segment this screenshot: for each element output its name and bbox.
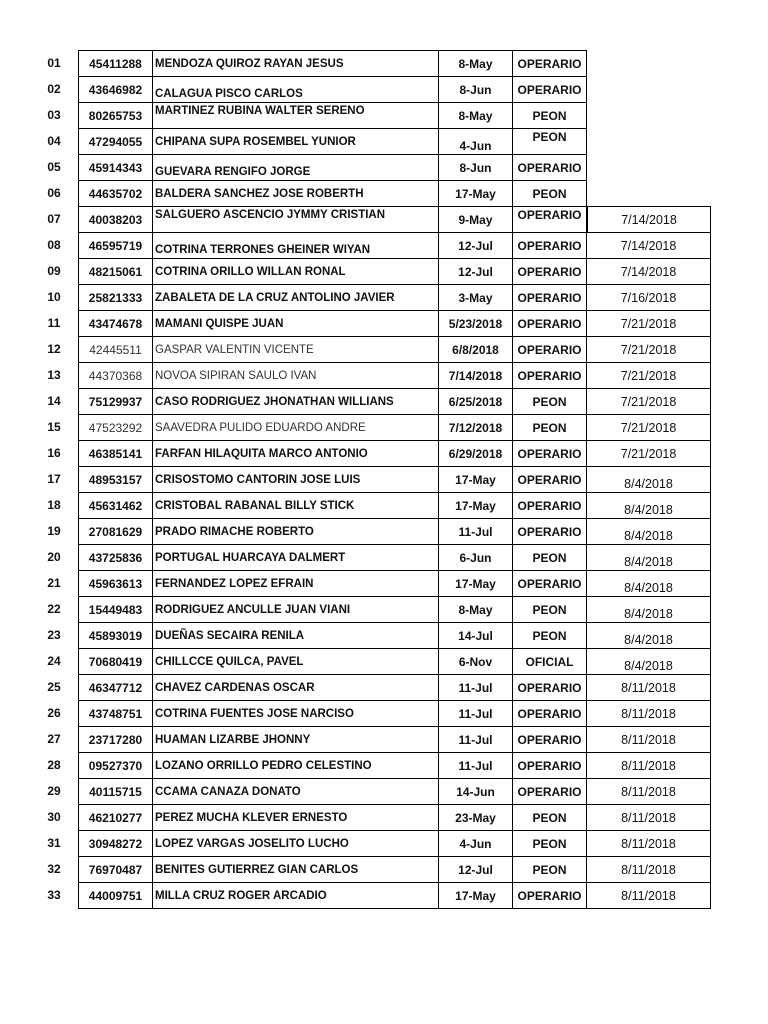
end-date-cell: 8/4/2018 [587, 570, 711, 596]
dni-cell: 46385141 [78, 440, 152, 466]
end-date-cell: 8/11/2018 [587, 752, 711, 778]
role-cell: PEON [512, 388, 587, 414]
row-index: 05 [47, 160, 61, 174]
dni-cell: 30948272 [78, 830, 152, 856]
table-row [0, 180, 768, 206]
dni-cell: 70680419 [78, 648, 152, 674]
end-date-cell: 8/4/2018 [587, 492, 711, 518]
end-date-cell: 8/11/2018 [587, 674, 711, 700]
table-row [0, 830, 768, 856]
table-row [0, 414, 768, 440]
row-index: 25 [47, 680, 61, 694]
start-date-cell: 12-Jul [438, 258, 512, 284]
employee-name-cell: GASPAR VALENTIN VICENTE [152, 336, 438, 362]
start-date-cell: 6/8/2018 [438, 336, 512, 362]
start-date-cell: 8-Jun [438, 154, 512, 180]
role-cell: OPERARIO [512, 726, 587, 752]
dni-cell: 43646982 [78, 76, 152, 102]
role-cell: PEON [512, 544, 587, 570]
end-date-cell: 8/4/2018 [587, 596, 711, 622]
row-index: 10 [47, 290, 61, 304]
role-cell: OPERARIO [512, 466, 587, 492]
role-cell: OPERARIO [512, 882, 587, 908]
end-date-cell: 8/4/2018 [587, 648, 711, 674]
role-cell: OPERARIO [512, 336, 587, 362]
start-date-cell: 8-May [438, 102, 512, 128]
role-cell: OFICIAL [512, 648, 587, 674]
dni-cell: 15449483 [78, 596, 152, 622]
dni-cell: 48215061 [78, 258, 152, 284]
row-index: 08 [47, 238, 61, 252]
dni-cell: 45631462 [78, 492, 152, 518]
employee-name-cell: CRISOSTOMO CANTORIN JOSE LUIS [152, 466, 438, 492]
employee-name-cell: DUEÑAS SECAIRA RENILA [152, 622, 438, 648]
dni-cell: 44635702 [78, 180, 152, 206]
row-index: 03 [47, 108, 61, 122]
end-date-cell: 7/21/2018 [587, 310, 711, 336]
row-index: 33 [47, 888, 61, 902]
start-date-cell: 11-Jul [438, 518, 512, 544]
employee-name-cell: MILLA CRUZ ROGER ARCADIO [152, 882, 438, 908]
table-row [0, 544, 768, 570]
table-row [0, 882, 768, 908]
employee-name-cell: CALAGUA PISCO CARLOS [152, 76, 438, 102]
end-date-cell: 7/14/2018 [587, 258, 711, 284]
employee-name-cell: CCAMA CANAZA DONATO [152, 778, 438, 804]
end-date-cell [587, 154, 711, 180]
table-row [0, 752, 768, 778]
row-index: 02 [47, 82, 61, 96]
end-date-cell: 8/11/2018 [587, 700, 711, 726]
start-date-cell: 23-May [438, 804, 512, 830]
employee-name-cell: PORTUGAL HUARCAYA DALMERT [152, 544, 438, 570]
table-row [0, 648, 768, 674]
end-date-cell: 7/14/2018 [587, 206, 711, 232]
end-date-cell: 7/21/2018 [587, 362, 711, 388]
employee-name-cell: CHIPANA SUPA ROSEMBEL YUNIOR [152, 128, 438, 154]
end-date-cell: 8/4/2018 [587, 622, 711, 648]
role-cell: OPERARIO [512, 674, 587, 700]
dni-cell: 27081629 [78, 518, 152, 544]
start-date-cell: 3-May [438, 284, 512, 310]
table-row [0, 622, 768, 648]
row-index: 21 [47, 576, 61, 590]
role-cell: PEON [512, 414, 587, 440]
role-cell: PEON [512, 830, 587, 856]
role-cell: OPERARIO [512, 518, 587, 544]
role-cell: OPERARIO [512, 206, 587, 232]
role-cell: OPERARIO [512, 50, 587, 76]
dni-cell: 23717280 [78, 726, 152, 752]
row-index: 11 [47, 316, 61, 330]
start-date-cell: 17-May [438, 570, 512, 596]
start-date-cell: 11-Jul [438, 726, 512, 752]
employee-name-cell: CRISTOBAL RABANAL BILLY STICK [152, 492, 438, 518]
role-cell: PEON [512, 804, 587, 830]
row-index: 31 [47, 836, 61, 850]
end-date-cell: 7/16/2018 [587, 284, 711, 310]
start-date-cell: 8-May [438, 596, 512, 622]
start-date-cell: 11-Jul [438, 700, 512, 726]
role-cell: OPERARIO [512, 362, 587, 388]
row-index: 29 [47, 784, 61, 798]
row-index: 17 [47, 472, 61, 486]
role-cell: PEON [512, 622, 587, 648]
end-date-cell: 8/11/2018 [587, 778, 711, 804]
employee-name-cell: MAMANI QUISPE JUAN [152, 310, 438, 336]
end-date-cell [587, 128, 711, 154]
role-cell: OPERARIO [512, 310, 587, 336]
end-date-cell: 8/4/2018 [587, 466, 711, 492]
end-date-cell: 7/21/2018 [587, 440, 711, 466]
row-index: 26 [47, 706, 61, 720]
employee-name-cell: COTRINA TERRONES GHEINER WIYAN [152, 232, 438, 258]
role-cell: OPERARIO [512, 232, 587, 258]
employee-name-cell: MARTINEZ RUBINA WALTER SERENO [152, 102, 438, 128]
end-date-cell: 8/11/2018 [587, 830, 711, 856]
dni-cell: 75129937 [78, 388, 152, 414]
start-date-cell: 14-Jul [438, 622, 512, 648]
employee-name-cell: LOPEZ VARGAS JOSELITO LUCHO [152, 830, 438, 856]
table-row [0, 804, 768, 830]
start-date-cell: 11-Jul [438, 674, 512, 700]
employee-name-cell: CASO RODRIGUEZ JHONATHAN WILLIANS [152, 388, 438, 414]
end-date-cell [587, 76, 711, 102]
employee-name-cell: BENITES GUTIERREZ GIAN CARLOS [152, 856, 438, 882]
start-date-cell: 17-May [438, 882, 512, 908]
start-date-cell: 17-May [438, 466, 512, 492]
employee-name-cell: NOVOA SIPIRAN SAULO IVAN [152, 362, 438, 388]
table-row [0, 778, 768, 804]
row-index: 13 [47, 368, 61, 382]
start-date-cell: 11-Jul [438, 752, 512, 778]
row-index: 23 [47, 628, 61, 642]
dni-cell: 43748751 [78, 700, 152, 726]
role-cell: OPERARIO [512, 700, 587, 726]
table-row [0, 336, 768, 362]
dni-cell: 44370368 [78, 362, 152, 388]
employee-name-cell: COTRINA ORILLO WILLAN RONAL [152, 258, 438, 284]
dni-cell: 40115715 [78, 778, 152, 804]
row-index: 16 [47, 446, 61, 460]
start-date-cell: 6-Nov [438, 648, 512, 674]
row-index: 04 [47, 134, 61, 148]
row-index: 18 [47, 498, 61, 512]
row-index: 27 [47, 732, 61, 746]
employee-name-cell: HUAMAN LIZARBE JHONNY [152, 726, 438, 752]
table-row [0, 310, 768, 336]
dni-cell: 46347712 [78, 674, 152, 700]
row-index: 09 [47, 264, 61, 278]
table-row [0, 492, 768, 518]
row-index: 30 [47, 810, 61, 824]
start-date-cell: 12-Jul [438, 232, 512, 258]
dni-cell: 09527370 [78, 752, 152, 778]
role-cell: OPERARIO [512, 284, 587, 310]
end-date-cell: 8/4/2018 [587, 544, 711, 570]
dni-cell: 45914343 [78, 154, 152, 180]
dni-cell: 43474678 [78, 310, 152, 336]
start-date-cell: 12-Jul [438, 856, 512, 882]
role-cell: OPERARIO [512, 492, 587, 518]
start-date-cell: 4-Jun [438, 830, 512, 856]
employee-name-cell: RODRIGUEZ ANCULLE JUAN VIANI [152, 596, 438, 622]
employee-name-cell: PRADO RIMACHE ROBERTO [152, 518, 438, 544]
table-row [0, 206, 768, 232]
dni-cell: 44009751 [78, 882, 152, 908]
dni-cell: 40038203 [78, 206, 152, 232]
employee-name-cell: SALGUERO ASCENCIO JYMMY CRISTIAN [152, 206, 438, 232]
row-index: 19 [47, 524, 61, 538]
end-date-cell: 7/21/2018 [587, 336, 711, 362]
role-cell: OPERARIO [512, 76, 587, 102]
table-bottom-border [78, 908, 711, 909]
table-row [0, 596, 768, 622]
dni-cell: 47523292 [78, 414, 152, 440]
end-date-cell: 7/21/2018 [587, 414, 711, 440]
employee-name-cell: ZABALETA DE LA CRUZ ANTOLINO JAVIER [152, 284, 438, 310]
role-cell: PEON [512, 128, 587, 154]
table-row [0, 856, 768, 882]
start-date-cell: 8-Jun [438, 76, 512, 102]
dni-cell: 45963613 [78, 570, 152, 596]
table-row [0, 50, 768, 76]
start-date-cell: 9-May [438, 206, 512, 232]
role-cell: OPERARIO [512, 440, 587, 466]
employee-name-cell: FARFAN HILAQUITA MARCO ANTONIO [152, 440, 438, 466]
role-cell: OPERARIO [512, 752, 587, 778]
start-date-cell: 6-Jun [438, 544, 512, 570]
employee-name-cell: CHILLCCE QUILCA, PAVEL [152, 648, 438, 674]
end-date-cell: 7/21/2018 [587, 388, 711, 414]
dni-cell: 42445511 [78, 336, 152, 362]
employee-name-cell: COTRINA FUENTES JOSE NARCISO [152, 700, 438, 726]
employee-name-cell: LOZANO ORRILLO PEDRO CELESTINO [152, 752, 438, 778]
row-index: 20 [47, 550, 61, 564]
role-cell: OPERARIO [512, 778, 587, 804]
end-date-cell: 8/11/2018 [587, 882, 711, 908]
employee-name-cell: PEREZ MUCHA KLEVER ERNESTO [152, 804, 438, 830]
row-index: 28 [47, 758, 61, 772]
employee-name-cell: SAAVEDRA PULIDO EDUARDO ANDRE [152, 414, 438, 440]
employee-name-cell: FERNANDEZ LOPEZ EFRAIN [152, 570, 438, 596]
dni-cell: 46595719 [78, 232, 152, 258]
table-row [0, 76, 768, 102]
end-date-cell [587, 180, 711, 206]
end-date-cell [587, 50, 711, 76]
row-index: 15 [47, 420, 61, 434]
table-row [0, 440, 768, 466]
start-date-cell: 17-May [438, 492, 512, 518]
table-row [0, 674, 768, 700]
table-row [0, 570, 768, 596]
role-cell: PEON [512, 856, 587, 882]
table-row [0, 466, 768, 492]
dni-cell: 45411288 [78, 50, 152, 76]
role-cell: PEON [512, 596, 587, 622]
table-row [0, 232, 768, 258]
end-date-cell [587, 102, 711, 128]
table-row [0, 518, 768, 544]
row-index: 01 [47, 56, 61, 70]
employee-name-cell: GUEVARA RENGIFO JORGE [152, 154, 438, 180]
start-date-cell: 6/29/2018 [438, 440, 512, 466]
end-date-cell: 8/4/2018 [587, 518, 711, 544]
employee-name-cell: MENDOZA QUIROZ RAYAN JESUS [152, 50, 438, 76]
table-row [0, 388, 768, 414]
start-date-cell: 14-Jun [438, 778, 512, 804]
dni-cell: 25821333 [78, 284, 152, 310]
dni-cell: 80265753 [78, 102, 152, 128]
dni-cell: 46210277 [78, 804, 152, 830]
employee-name-cell: BALDERA SANCHEZ JOSE ROBERTH [152, 180, 438, 206]
start-date-cell: 6/25/2018 [438, 388, 512, 414]
row-index: 24 [47, 654, 61, 668]
table-row [0, 154, 768, 180]
end-date-cell: 8/11/2018 [587, 856, 711, 882]
table-row [0, 128, 768, 154]
start-date-cell: 7/14/2018 [438, 362, 512, 388]
end-date-cell: 8/11/2018 [587, 726, 711, 752]
table-row [0, 102, 768, 128]
dni-cell: 76970487 [78, 856, 152, 882]
role-cell: OPERARIO [512, 258, 587, 284]
role-cell: PEON [512, 102, 587, 128]
role-cell: OPERARIO [512, 154, 587, 180]
dni-cell: 43725836 [78, 544, 152, 570]
end-date-cell: 8/11/2018 [587, 804, 711, 830]
table-row [0, 284, 768, 310]
table-row [0, 700, 768, 726]
start-date-cell: 5/23/2018 [438, 310, 512, 336]
row-index: 06 [47, 186, 61, 200]
row-index: 32 [47, 862, 61, 876]
start-date-cell: 17-May [438, 180, 512, 206]
end-date-cell: 7/14/2018 [587, 232, 711, 258]
table-row [0, 258, 768, 284]
role-cell: PEON [512, 180, 587, 206]
role-cell: OPERARIO [512, 570, 587, 596]
table-row [0, 362, 768, 388]
start-date-cell: 8-May [438, 50, 512, 76]
start-date-cell: 7/12/2018 [438, 414, 512, 440]
dni-cell: 47294055 [78, 128, 152, 154]
row-index: 22 [47, 602, 61, 616]
dni-cell: 48953157 [78, 466, 152, 492]
table-row [0, 726, 768, 752]
row-index: 07 [47, 212, 61, 226]
dni-cell: 45893019 [78, 622, 152, 648]
row-index: 14 [47, 394, 61, 408]
row-index: 12 [47, 342, 61, 356]
start-date-cell: 4-Jun [438, 128, 512, 154]
employee-name-cell: CHAVEZ CARDENAS OSCAR [152, 674, 438, 700]
